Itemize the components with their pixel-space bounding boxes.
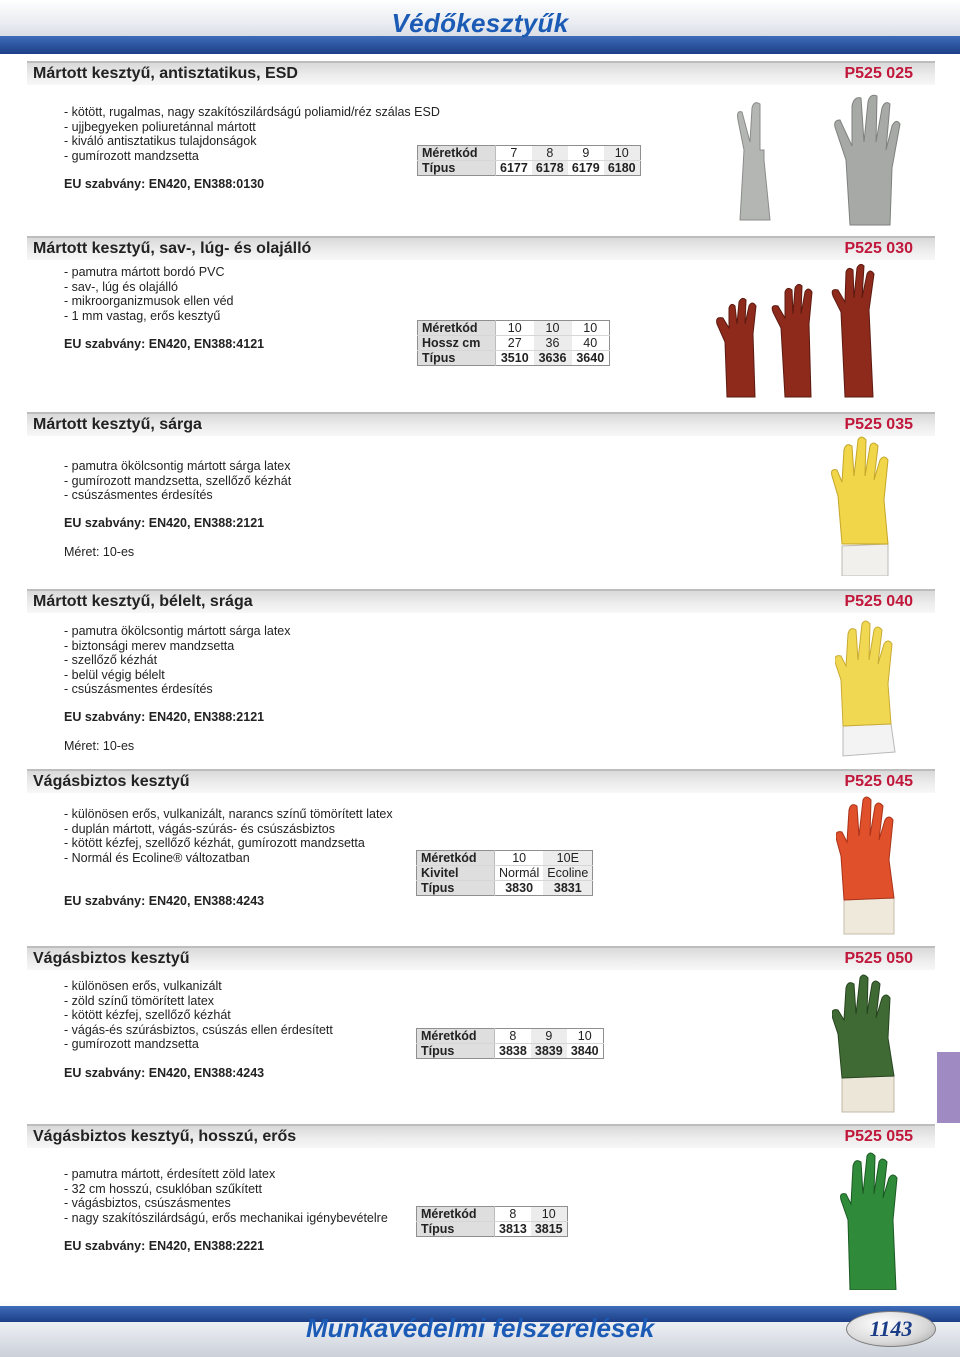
section-header: [27, 769, 935, 793]
feature-item: - kiváló antisztatikus tulajdonságok: [64, 134, 257, 149]
row-label: Méretkód: [418, 321, 496, 336]
table-cell: 7: [496, 146, 532, 161]
feature-item: - zöld színű tömörített latex: [64, 993, 215, 1008]
feature-item: - biztonsági merev mandzsetta: [64, 638, 235, 653]
glove-image-bordo: [715, 262, 905, 402]
product-code: P525 030: [844, 240, 913, 257]
page-title: Védőkesztyűk: [391, 8, 569, 38]
footer-title: Munkavédelmi felszerelések: [306, 1313, 655, 1343]
table-cell: 3813: [499, 1222, 527, 1236]
table-cell: 10: [531, 1207, 567, 1222]
glove-image-grey: [730, 90, 930, 230]
row-label: Méretkód: [417, 1029, 495, 1044]
section-title: Mártott kesztyű, sárga: [33, 416, 202, 433]
row-label: Típus: [418, 161, 496, 176]
table-cell: 10: [567, 1029, 603, 1044]
row-label: Méretkód: [417, 1207, 495, 1222]
product-code: P525 025: [844, 65, 913, 82]
table-row: [417, 1029, 604, 1044]
feature-list: [64, 459, 291, 503]
table-cell: 3510: [500, 351, 529, 365]
feature-item: - csúszásmentes érdesítés: [64, 682, 213, 697]
feature-item: - vágásbiztos, csúszásmentes: [64, 1196, 231, 1211]
table-row: [418, 351, 610, 366]
product-section-orange: [27, 769, 935, 939]
row-label: Típus: [417, 1222, 495, 1237]
feature-item: - pamutra ökölcsontig mártott sárga latex: [64, 624, 291, 638]
table-cell: 3839: [531, 1044, 567, 1059]
table-cell: 10: [496, 321, 534, 336]
product-code: P525 035: [844, 416, 913, 433]
row-label: Típus: [417, 1044, 495, 1059]
table-row: [418, 336, 610, 351]
product-section-lined: [27, 589, 935, 759]
spec-table: [416, 850, 593, 896]
table-row: [417, 1222, 568, 1237]
table-row: [417, 881, 593, 896]
chapter-tab: [937, 1052, 960, 1123]
table-row: [418, 161, 641, 176]
standard-text: EU szabvány: EN420, EN388:2121: [64, 516, 265, 530]
standard-text: EU szabvány: EN420, EN388:0130: [64, 177, 265, 191]
table-cell: 6179: [571, 161, 600, 175]
table-cell: 10: [572, 321, 610, 336]
section-title: Mártott kesztyű, sav-, lúg- és olajálló: [33, 240, 312, 257]
table-cell: 40: [572, 336, 610, 351]
feature-item: - csúszásmentes érdesítés: [64, 488, 213, 503]
feature-item: - ujjbegyeken poliuretánnal mártott: [64, 119, 256, 134]
product-section-long-green: [27, 1124, 935, 1294]
glove-image-bright-green: [838, 1150, 908, 1290]
table-cell: 9: [568, 146, 604, 161]
feature-item: - különösen erős, vulkanizált: [64, 979, 222, 993]
feature-item: - 32 cm hosszú, csuklóban szűkített: [64, 1181, 263, 1196]
section-title: Mártott kesztyű, bélelt, srága: [33, 593, 253, 610]
feature-item: - pamutra ökölcsontig mártott sárga latex: [64, 459, 291, 473]
feature-item: - 1 mm vastag, erős kesztyű: [64, 308, 221, 323]
feature-item: - sav-, lúg és olajálló: [64, 279, 178, 294]
feature-item: - belül végig bélelt: [64, 667, 165, 682]
product-section-green: [27, 946, 935, 1116]
feature-item: - nagy szakítószilárdságú, erős mechanikai igénybevételre: [64, 1210, 388, 1225]
feature-list: [64, 105, 440, 163]
feature-item: - mikroorganizmusok ellen véd: [64, 294, 234, 309]
row-label: Típus: [417, 881, 495, 896]
row-label: Kivitel: [417, 866, 495, 881]
table-cell: 8: [532, 146, 568, 161]
glove-image-dark-green: [832, 974, 906, 1114]
standard-text: EU szabvány: EN420, EN388:4243: [64, 894, 265, 908]
row-label: Típus: [418, 351, 496, 366]
row-label: Méretkód: [418, 146, 496, 161]
feature-item: - gumírozott mandzsetta, szellőző kézhát: [64, 473, 292, 488]
feature-list: [64, 1167, 388, 1225]
table-cell: 10: [495, 851, 544, 866]
standard-text: EU szabvány: EN420, EN388:2121: [64, 710, 265, 724]
feature-item: - szellőző kézhát: [64, 653, 158, 668]
section-header: [27, 236, 935, 260]
standard-text: EU szabvány: EN420, EN388:2221: [64, 1239, 265, 1253]
table-cell: 8: [495, 1029, 531, 1044]
size-text: Méret: 10-es: [64, 739, 135, 753]
standard-text: EU szabvány: EN420, EN388:4243: [64, 1066, 265, 1080]
table-cell: 3815: [531, 1222, 567, 1237]
table-cell: 6177: [500, 161, 528, 175]
feature-item: - gumírozott mandzsetta: [64, 1037, 199, 1052]
product-code: P525 055: [844, 1128, 913, 1145]
section-header: [27, 589, 935, 613]
feature-list: [64, 807, 393, 865]
table-cell: 36: [534, 336, 572, 351]
table-row: [417, 851, 593, 866]
section-header: [27, 1124, 935, 1148]
section-title: Vágásbiztos kesztyű, hosszú, erős: [33, 1128, 297, 1145]
table-cell: 3830: [505, 881, 534, 895]
spec-table: [417, 320, 610, 366]
spec-table: [416, 1028, 604, 1059]
table-row: [418, 146, 641, 161]
table-row: [417, 1207, 568, 1222]
table-cell: 3831: [543, 881, 593, 896]
table-cell: 3840: [570, 1044, 599, 1058]
table-cell: 6178: [532, 161, 568, 176]
table-cell: 3640: [576, 351, 605, 365]
table-cell: 10E: [543, 851, 593, 866]
row-label: Méretkód: [417, 851, 495, 866]
table-cell: 8: [495, 1207, 531, 1222]
glove-image-yellow-lined: [835, 620, 905, 760]
table-cell: 9: [531, 1029, 567, 1044]
feature-item: - kötött, rugalmas, nagy szakítószilárdságú poliamid/réz szálas ESD: [64, 105, 440, 119]
table-cell: 6180: [604, 161, 640, 176]
product-section-yellow: [27, 412, 935, 582]
glove-image-orange: [836, 796, 906, 936]
feature-item: - pamutra mártott bordó PVC: [64, 265, 225, 279]
section-header: [27, 61, 935, 85]
table-cell: 10: [604, 146, 640, 161]
page-number: 1143: [869, 1316, 913, 1341]
section-title: Vágásbiztos kesztyű: [33, 950, 190, 967]
product-code: P525 050: [844, 950, 913, 967]
glove-image-yellow: [830, 436, 900, 576]
feature-item: - kötött kézfej, szellőző kézhát, gumírozott mandzsetta: [64, 836, 365, 851]
section-header: [27, 946, 935, 970]
row-label: Hossz cm: [418, 336, 496, 351]
table-cell: 3838: [499, 1044, 527, 1058]
product-code: P525 040: [844, 593, 913, 610]
feature-item: - pamutra mártott, érdesített zöld latex: [64, 1167, 276, 1181]
section-header: [27, 412, 935, 436]
table-cell: Ecoline: [543, 866, 593, 881]
table-row: [418, 321, 610, 336]
size-text: Méret: 10-es: [64, 545, 135, 559]
feature-item: - különösen erős, vulkanizált, narancs színű tömörített latex: [64, 807, 393, 821]
product-code: P525 045: [844, 773, 913, 790]
feature-item: - duplán mártott, vágás-szúrás- és csúszásbiztos: [64, 821, 335, 836]
section-title: Mártott kesztyű, antisztatikus, ESD: [33, 65, 298, 82]
table-row: [417, 1044, 604, 1059]
feature-item: - Normál és Ecoline® változatban: [64, 850, 250, 865]
table-cell: 27: [496, 336, 534, 351]
feature-list: [64, 265, 234, 323]
feature-item: - vágás-és szúrásbiztos, csúszás ellen érdesített: [64, 1022, 333, 1037]
spec-table: [417, 145, 641, 176]
feature-list: [64, 624, 291, 697]
feature-item: - gumírozott mandzsetta: [64, 148, 199, 163]
feature-list: [64, 979, 333, 1052]
table-cell: 10: [534, 321, 572, 336]
table-row: [417, 866, 593, 881]
feature-item: - kötött kézfej, szellőző kézhát: [64, 1008, 231, 1023]
section-title: Vágásbiztos kesztyű: [33, 773, 190, 790]
table-cell: 3636: [534, 351, 572, 366]
table-cell: Normál: [495, 866, 544, 881]
standard-text: EU szabvány: EN420, EN388:4121: [64, 337, 265, 351]
spec-table: [416, 1206, 568, 1237]
